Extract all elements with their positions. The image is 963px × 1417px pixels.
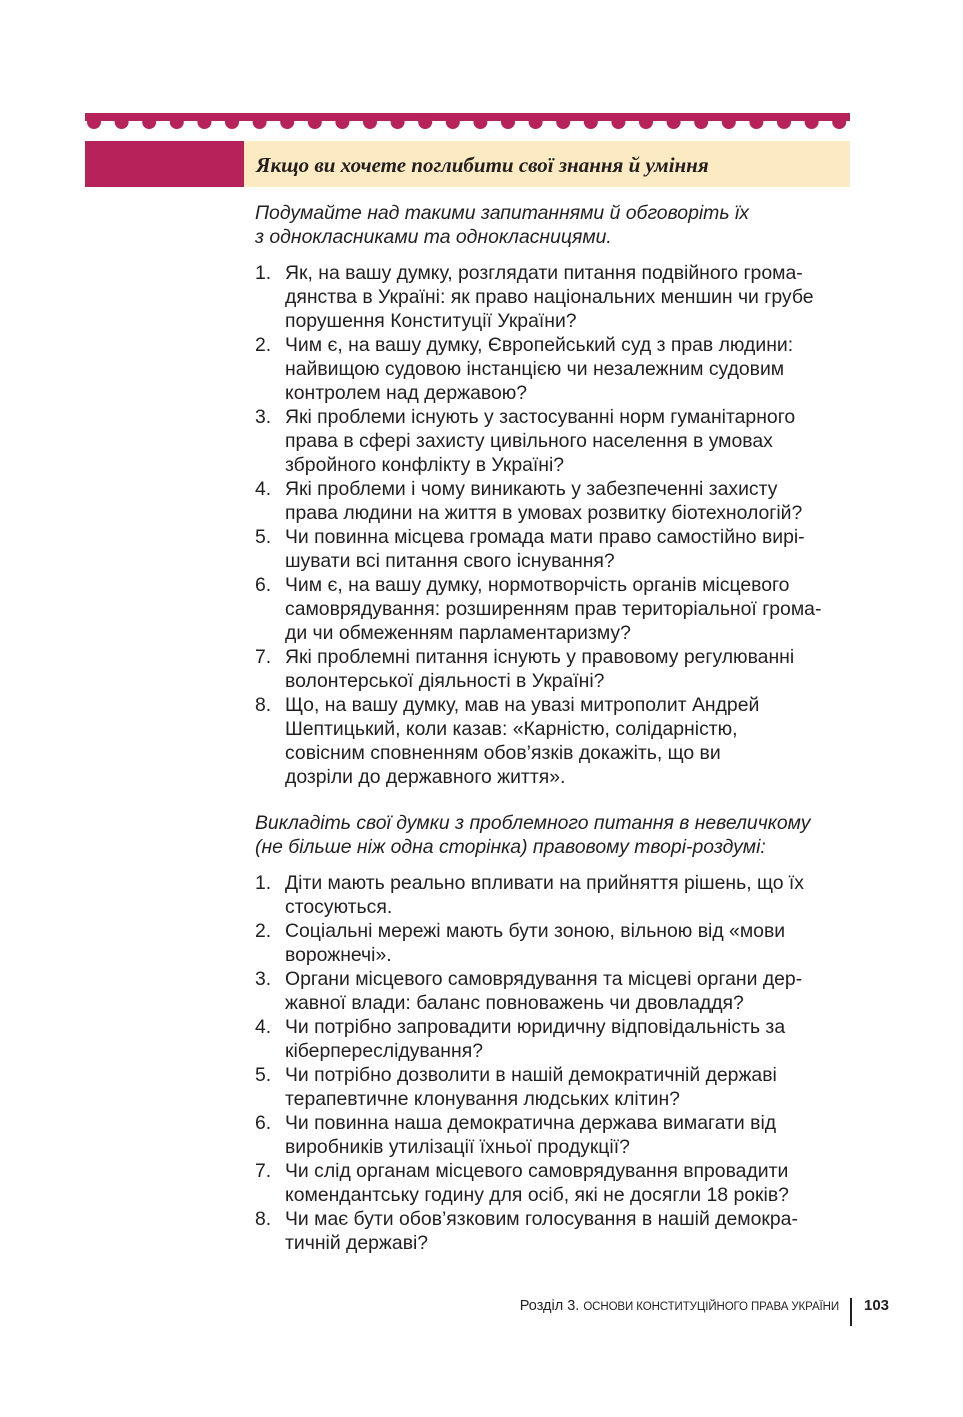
item-text — [285, 525, 855, 573]
banner-title: Якщо ви хочете поглибити свої знання й уміння — [256, 153, 709, 177]
scallop-dot — [473, 115, 487, 129]
item-text — [285, 1015, 855, 1063]
scallop-dot — [667, 115, 681, 129]
item-number: 1. — [255, 262, 272, 284]
scallop-dot — [335, 115, 349, 129]
scallop-dot — [805, 115, 819, 129]
item-number: 5. — [255, 526, 272, 548]
item-number: 4. — [255, 1016, 272, 1038]
essay-topic — [255, 1159, 855, 1207]
discussion-question — [255, 261, 855, 333]
item-text-line: Які проблеми існують у застосуванні норм гуманітарного — [285, 406, 796, 428]
item-number: 3. — [255, 968, 272, 990]
item-text-line: Як, на вашу думку, розглядати питання подвійного грома- — [285, 262, 803, 284]
item-text-line: Соціальні мережі мають бути зоною, вільною від «мови — [285, 920, 786, 942]
scallop-dot — [749, 115, 763, 129]
section2-intro-line: Викладіть свої думки з проблемного питання в невеличкому — [255, 812, 811, 834]
item-text — [285, 477, 855, 525]
item-text-line: Діти мають реально впливати на прийняття рішень, що їх — [285, 872, 804, 894]
item-text-line: найвищою судовою інстанцією чи незалежним судовим — [285, 358, 785, 380]
footer-section-label: Розділ 3. — [519, 1298, 580, 1314]
item-text-line: Що, на вашу думку, мав на увазі митрополит Андрей — [285, 694, 760, 716]
scallop-dot — [777, 115, 791, 129]
discussion-question — [255, 693, 855, 789]
item-text-line: самоврядування: розширенням прав територіальної грома- — [285, 598, 822, 620]
footer-section-title — [520, 1296, 839, 1317]
item-number: 4. — [255, 478, 272, 500]
footer-divider — [850, 1298, 852, 1326]
item-number: 7. — [255, 646, 272, 668]
item-number: 6. — [255, 1112, 272, 1134]
scallop-dot — [584, 115, 598, 129]
essay-topic — [255, 967, 855, 1015]
scallop-dot — [253, 115, 267, 129]
scallop-dot — [308, 115, 322, 129]
scallop-dot — [142, 115, 156, 129]
discussion-question — [255, 573, 855, 645]
item-text-line: виробників утилізації їхньої продукції? — [285, 1136, 630, 1158]
item-text-line: Шептицький, коли казав: «Карністю, солідарністю, — [285, 718, 738, 740]
essay-topic — [255, 871, 855, 919]
item-number: 6. — [255, 574, 272, 596]
page-content — [255, 201, 855, 1255]
item-text — [285, 919, 855, 967]
section2-intro — [255, 811, 855, 859]
section1-intro-line: з однокласниками та однокласницями. — [255, 226, 612, 248]
scallop-dot — [391, 115, 405, 129]
item-text-line: Чи потрібно дозволити в нашій демократичній державі — [285, 1064, 777, 1086]
item-text-line: Чи повинна місцева громада мати право самостійно вирі- — [285, 526, 805, 548]
essay-topic — [255, 1207, 855, 1255]
item-text-line: стосуються. — [285, 896, 393, 918]
discussion-question — [255, 333, 855, 405]
item-text-line: дозріли до державного життя». — [285, 766, 566, 788]
scallop-dot — [115, 115, 129, 129]
footer-section-name: ОСНОВИ КОНСТИТУЦІЙНОГО ПРАВА УКРАЇНИ — [583, 1301, 839, 1313]
scallop-dot — [446, 115, 460, 129]
scallop-dot — [87, 115, 101, 129]
scallop-dot — [418, 115, 432, 129]
item-text — [285, 573, 855, 645]
item-text-line: Які проблеми і чому виникають у забезпеченні захисту — [285, 478, 778, 500]
item-text-line: кіберпереслідування? — [285, 1040, 483, 1062]
scallop-dot — [556, 115, 570, 129]
item-number: 8. — [255, 1208, 272, 1230]
item-text-line: Чим є, на вашу думку, Європейський суд з прав людини: — [285, 334, 794, 356]
item-text-line: Які проблемні питання існують у правовому регулюванні — [285, 646, 795, 668]
scallop-dot — [611, 115, 625, 129]
item-text — [285, 967, 855, 1015]
item-text — [285, 871, 855, 919]
item-text — [285, 261, 855, 333]
item-text-line: права в сфері захисту цивільного населення в умовах — [285, 430, 773, 452]
item-number: 2. — [255, 920, 272, 942]
item-text-line: жавної влади: баланс повноважень чи двовладдя? — [285, 992, 744, 1014]
section1-intro-line: Подумайте над такими запитаннями й обговоріть їх — [255, 202, 749, 224]
item-text — [285, 1063, 855, 1111]
discussion-question — [255, 525, 855, 573]
item-number: 5. — [255, 1064, 272, 1086]
essay-topics-list — [255, 871, 855, 1255]
scalloped-border — [85, 113, 850, 131]
item-text — [285, 693, 855, 789]
item-number: 3. — [255, 406, 272, 428]
scallop-dot — [832, 115, 846, 129]
scallop-dot — [280, 115, 294, 129]
scallop-dot — [722, 115, 736, 129]
item-text-line: Чи потрібно запровадити юридичну відповідальність за — [285, 1016, 786, 1038]
item-text-line: Чи повинна наша демократична держава вимагати від — [285, 1112, 777, 1134]
page-number: 103 — [864, 1297, 890, 1314]
section-banner — [85, 113, 850, 188]
item-text — [285, 333, 855, 405]
banner-accent-block — [85, 141, 244, 187]
item-number: 8. — [255, 694, 272, 716]
item-text-line: ди чи обмеженням парламентаризму? — [285, 622, 631, 644]
scallop-dot — [639, 115, 653, 129]
scallop-dot — [529, 115, 543, 129]
item-number: 1. — [255, 872, 272, 894]
scallop-dot — [694, 115, 708, 129]
section1-intro — [255, 201, 855, 249]
item-text-line: контролем над державою? — [285, 382, 528, 404]
item-text-line: Органи місцевого самоврядування та місцеві органи дер- — [285, 968, 803, 990]
item-text-line: дянства в Україні: як право національних меншин чи грубе — [285, 286, 814, 308]
item-text-line: совісним сповненням обов’язків докажіть, що ви — [285, 742, 721, 764]
item-text-line: збройного конфлікту в Україні? — [285, 454, 565, 476]
scallop-dot — [501, 115, 515, 129]
scallop-dot — [170, 115, 184, 129]
item-text-line: волонтерської діяльності в Україні? — [285, 670, 605, 692]
item-text — [285, 645, 855, 693]
item-text — [285, 1111, 855, 1159]
discussion-question — [255, 405, 855, 477]
item-text-line: Чи слід органам місцевого самоврядування впровадити — [285, 1160, 789, 1182]
item-text-line: ворожнечі». — [285, 944, 392, 966]
item-text-line: комендантську годину для осіб, які не досягли 18 років? — [285, 1184, 789, 1206]
section2-intro-line: (не більше ніж одна сторінка) правовому творі-роздумі: — [255, 836, 766, 858]
item-text-line: порушення Конституції України? — [285, 310, 577, 332]
item-text-line: тичній державі? — [285, 1232, 429, 1254]
essay-topic — [255, 1063, 855, 1111]
discussion-question — [255, 477, 855, 525]
discussion-question — [255, 645, 855, 693]
item-text — [285, 1207, 855, 1255]
essay-topic — [255, 919, 855, 967]
discussion-questions-list — [255, 261, 855, 789]
scallop-dot — [225, 115, 239, 129]
item-text-line: Чим є, на вашу думку, нормотворчість органів місцевого — [285, 574, 790, 596]
scallop-dot — [197, 115, 211, 129]
scallop-dot — [363, 115, 377, 129]
item-text-line: терапевтичне клонування людських клітин? — [285, 1088, 680, 1110]
item-text — [285, 1159, 855, 1207]
item-text-line: шувати всі питання свого існування? — [285, 550, 615, 572]
essay-topic — [255, 1015, 855, 1063]
item-number: 7. — [255, 1160, 272, 1182]
item-text — [285, 405, 855, 477]
item-number: 2. — [255, 334, 272, 356]
essay-topic — [255, 1111, 855, 1159]
item-text-line: Чи має бути обов’язковим голосування в нашій демокра- — [285, 1208, 798, 1230]
item-text-line: права людини на життя в умовах розвитку біотехнологій? — [285, 502, 803, 524]
